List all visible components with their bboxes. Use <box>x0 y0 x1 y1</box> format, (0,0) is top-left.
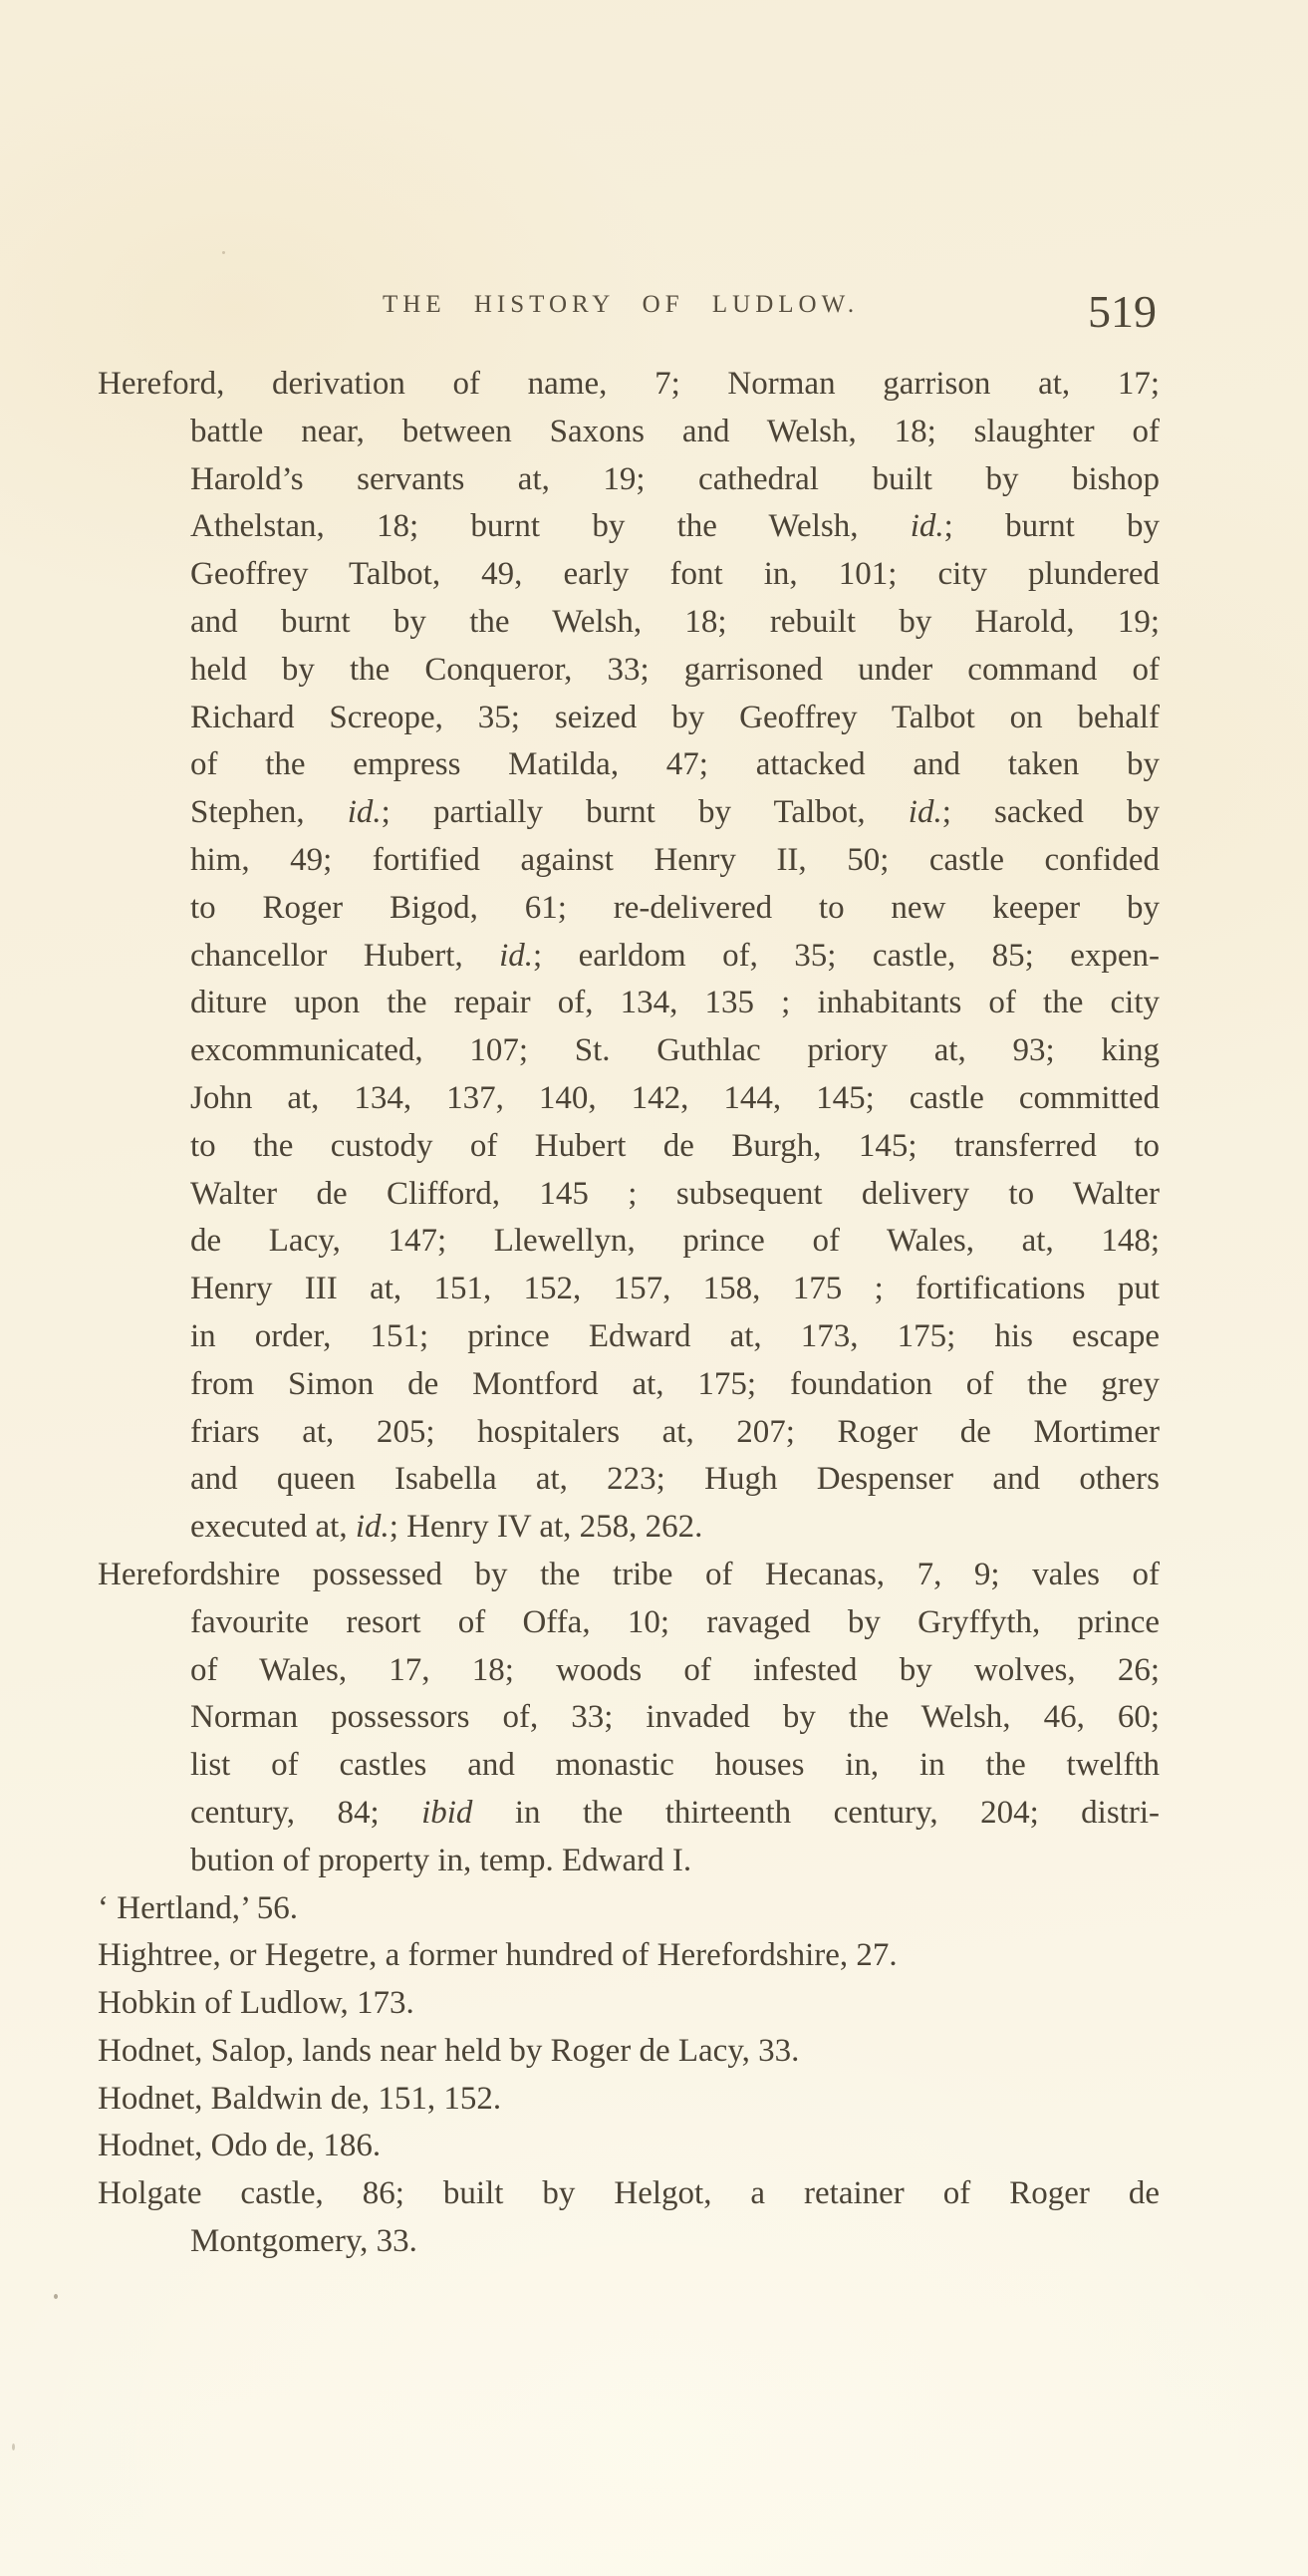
index-text: Herefordshire possessed by the tribe of Hecanas, 7, 9; vales of <box>98 1556 1160 1592</box>
index-line <box>98 2028 1160 2076</box>
index-text: list of castles and monastic houses in, in the twelfth <box>190 1747 1160 1784</box>
index-text: in order, 151; prince Edward at, 173, 175; his escape <box>190 1317 1160 1354</box>
index-line <box>98 1504 1160 1552</box>
index-entry <box>98 1932 1160 1980</box>
index-text: de Lacy, 147; Llewellyn, prince of Wales, at, 148; <box>190 1223 1160 1260</box>
index-line <box>98 1123 1160 1171</box>
index-text: friars at, 205; hospitalers at, 207; Roger de Mortimer <box>190 1413 1160 1450</box>
index-text: Richard Screope, 35; seized by Geoffrey Talbot on behalf <box>190 699 1160 735</box>
index-text: Athelstan, 18; burnt by the Welsh, <box>190 508 911 545</box>
index-text: to the custody of Hubert de Burgh, 145; transferred to <box>190 1127 1160 1164</box>
page-number: 519 <box>1088 286 1157 337</box>
index-line <box>98 1266 1160 1313</box>
index-line <box>98 599 1160 647</box>
index-text: Walter de Clifford, 145 ; subsequent delivery to Walter <box>190 1175 1160 1212</box>
index-text: ; burnt by <box>943 508 1160 545</box>
index-text: in the thirteenth century, 204; distri- <box>472 1794 1160 1831</box>
index-text: John at, 134, 137, 140, 142, 144, 145; castle committed <box>190 1079 1160 1116</box>
index-line <box>98 2123 1160 2170</box>
index-line <box>98 551 1160 599</box>
index-line <box>98 2218 1160 2266</box>
index-text: century, 84; <box>190 1794 422 1831</box>
index-text: held by the Conqueror, 33; garrisoned under command of <box>190 651 1160 688</box>
index-line <box>98 1742 1160 1790</box>
index-text: Hereford, derivation of name, 7; Norman garrison at, 17; <box>98 366 1160 402</box>
index-line <box>98 1694 1160 1742</box>
index-text: to Roger Bigod, 61; re-delivered to new keeper by <box>190 889 1160 926</box>
index-text: Geoffrey Talbot, 49, early font in, 101; city plundered <box>190 556 1160 593</box>
index-text: Montgomery, 33. <box>190 2223 417 2260</box>
index-line <box>98 456 1160 504</box>
italic-reference: id. <box>908 794 942 831</box>
index-entries <box>98 361 1160 2266</box>
index-text: Norman possessors of, 33; invaded by the Welsh, 46, 60; <box>190 1699 1160 1736</box>
index-line <box>98 1171 1160 1219</box>
index-line <box>98 361 1160 409</box>
index-text: Hodnet, Salop, lands near held by Roger de Lacy, 33. <box>98 2032 800 2069</box>
index-text: chancellor Hubert, <box>190 937 500 974</box>
paper-speck <box>12 2443 15 2450</box>
index-text: favourite resort of Offa, 10; ravaged by Gryffyth, prince <box>190 1603 1160 1640</box>
index-line <box>98 2170 1160 2218</box>
index-text: ; Henry IV at, 258, 262. <box>389 1509 703 1546</box>
index-line <box>98 1980 1160 2028</box>
index-line <box>98 503 1160 551</box>
index-entry <box>98 1552 1160 1885</box>
index-line <box>98 1456 1160 1504</box>
index-line <box>98 980 1160 1027</box>
index-entry <box>98 1885 1160 1933</box>
index-line <box>98 933 1160 981</box>
italic-reference: id. <box>910 508 944 545</box>
index-text: Stephen, <box>190 794 348 831</box>
index-text: and queen Isabella at, 223; Hugh Despenser and others <box>190 1461 1160 1498</box>
index-line <box>98 885 1160 933</box>
index-text: and burnt by the Welsh, 18; rebuilt by Harold, 19; <box>190 603 1160 640</box>
index-line <box>98 1932 1160 1980</box>
index-line <box>98 695 1160 742</box>
index-text: ; sacked by <box>941 794 1160 831</box>
index-text: of Wales, 17, 18; woods of infested by wolves, 26; <box>190 1651 1160 1688</box>
index-line <box>98 647 1160 695</box>
index-line <box>98 1027 1160 1075</box>
index-line <box>98 1599 1160 1647</box>
index-line <box>98 1790 1160 1838</box>
index-text: Hightree, or Hegetre, a former hundred of Herefordshire, 27. <box>98 1937 898 1974</box>
running-header-title: THE HISTORY OF LUDLOW. <box>383 291 860 318</box>
index-entry <box>98 2123 1160 2170</box>
index-text: ; partially burnt by Talbot, <box>381 794 909 831</box>
index-text: Hodnet, Odo de, 186. <box>98 2128 382 2164</box>
italic-reference: id. <box>355 1509 390 1546</box>
index-line <box>98 2076 1160 2124</box>
index-line <box>98 1409 1160 1457</box>
paper-speck <box>54 2294 58 2299</box>
index-line <box>98 789 1160 837</box>
index-line <box>98 1647 1160 1695</box>
index-text: of the empress Matilda, 47; attacked and taken by <box>190 746 1160 783</box>
index-text: Hodnet, Baldwin de, 151, 152. <box>98 2080 502 2117</box>
italic-reference: id. <box>499 937 534 974</box>
index-line <box>98 1313 1160 1361</box>
index-text: him, 49; fortified against Henry II, 50; castle confided <box>190 841 1160 878</box>
index-text: executed at, <box>190 1509 356 1546</box>
index-text: excommunicated, 107; St. Guthlac priory at, 93; king <box>190 1032 1160 1069</box>
paper-speck <box>222 251 225 254</box>
index-text: Henry III at, 151, 152, 157, 158, 175 ; fortifications put <box>190 1271 1160 1307</box>
index-line <box>98 1552 1160 1599</box>
index-line <box>98 837 1160 885</box>
index-text: ; earldom of, 35; castle, 85; expen- <box>533 937 1160 974</box>
index-line <box>98 741 1160 789</box>
index-entry <box>98 2076 1160 2124</box>
index-text: bution of property in, temp. Edward I. <box>190 1842 692 1878</box>
index-text: Harold’s servants at, 19; cathedral built by bishop <box>190 460 1160 497</box>
index-line <box>98 1218 1160 1266</box>
index-text: Hobkin of Ludlow, 173. <box>98 1985 414 2022</box>
index-text: battle near, between Saxons and Welsh, 18; slaughter of <box>190 413 1160 449</box>
index-line <box>98 1361 1160 1409</box>
index-line <box>98 1885 1160 1933</box>
index-entry <box>98 2028 1160 2076</box>
italic-reference: id. <box>347 794 382 831</box>
index-line <box>98 1838 1160 1885</box>
index-line <box>98 409 1160 456</box>
index-text: ‘ Hertland,’ 56. <box>98 1889 298 1926</box>
index-line <box>98 1075 1160 1123</box>
index-text: diture upon the repair of, 134, 135 ; inhabitants of the city <box>190 985 1160 1021</box>
index-text: Holgate castle, 86; built by Helgot, a retainer of Roger de <box>98 2175 1160 2212</box>
index-entry <box>98 361 1160 1552</box>
italic-reference: ibid <box>421 1794 473 1831</box>
index-entry <box>98 1980 1160 2028</box>
index-text: from Simon de Montford at, 175; foundation of the grey <box>190 1365 1160 1402</box>
index-entry <box>98 2170 1160 2266</box>
